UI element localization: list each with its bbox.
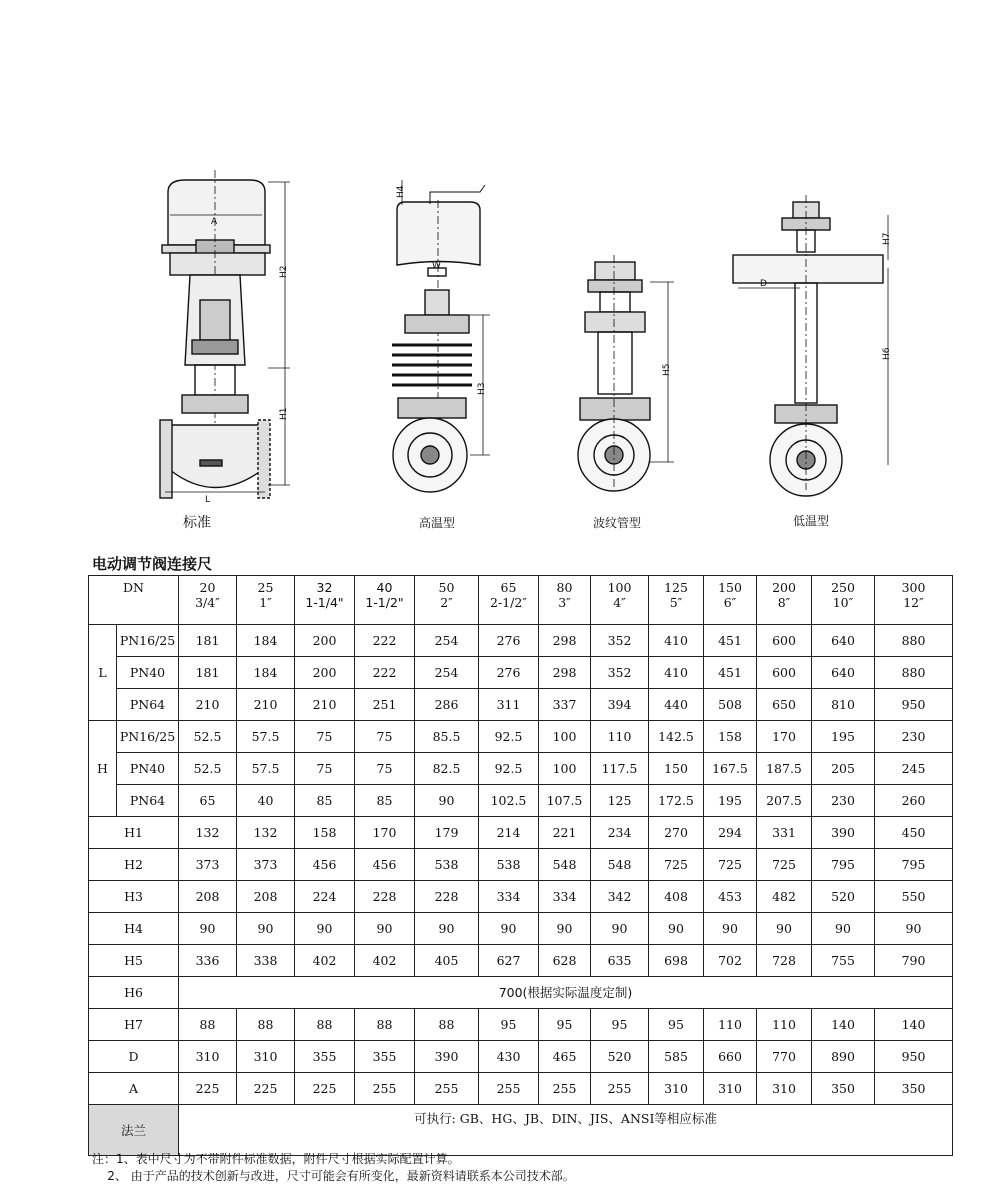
dim-label-h4: H4 — [396, 185, 406, 198]
table-cell: 465 — [539, 1041, 591, 1073]
table-cell: 187.5 — [757, 753, 812, 785]
header-dn-9 — [704, 576, 757, 625]
header-dn-4 — [415, 576, 479, 625]
table-cell: 310 — [237, 1041, 295, 1073]
header-dn-5 — [479, 576, 539, 625]
table-cell: 234 — [591, 817, 649, 849]
dn-inch: 1-1/4" — [305, 595, 344, 610]
table-row — [89, 1009, 953, 1041]
table-cell: 795 — [812, 849, 875, 881]
row-label: H5 — [89, 945, 179, 977]
table-cell: 110 — [757, 1009, 812, 1041]
table-cell: 90 — [757, 913, 812, 945]
table-cell: 75 — [355, 753, 415, 785]
table-cell: 158 — [295, 817, 355, 849]
caption-standard: 标准 — [183, 515, 211, 531]
table-cell: 255 — [539, 1073, 591, 1105]
table-row — [89, 689, 953, 721]
dn-inch: 2″ — [440, 595, 453, 610]
table-cell: 405 — [415, 945, 479, 977]
table-cell: 294 — [704, 817, 757, 849]
table-cell: 725 — [704, 849, 757, 881]
table-cell: 310 — [757, 1073, 812, 1105]
table-cell: 628 — [539, 945, 591, 977]
table-cell: 538 — [415, 849, 479, 881]
table-cell: 795 — [875, 849, 953, 881]
table-cell: 214 — [479, 817, 539, 849]
dn-inch: 6″ — [723, 595, 737, 610]
table-cell: 254 — [415, 657, 479, 689]
table-cell: 65 — [179, 785, 237, 817]
table-cell: 88 — [415, 1009, 479, 1041]
table-cell: 52.5 — [179, 721, 237, 753]
table-cell: 650 — [757, 689, 812, 721]
note-1: 注：1、表中尺寸为不带附件标准数据，附件尺寸根据实际配置计算。 — [92, 1152, 460, 1166]
table-cell: 880 — [875, 625, 953, 657]
table-cell: 222 — [355, 657, 415, 689]
table-cell: 125 — [591, 785, 649, 817]
table-cell: 440 — [649, 689, 704, 721]
table-cell: 373 — [179, 849, 237, 881]
dim-label-h3: H3 — [477, 382, 487, 395]
row-sub-label: PN40 — [117, 657, 179, 689]
table-cell: 390 — [415, 1041, 479, 1073]
table-cell: 255 — [591, 1073, 649, 1105]
table-cell: 755 — [812, 945, 875, 977]
dim-label-l: L — [205, 495, 211, 505]
table-cell: 600 — [757, 625, 812, 657]
table-cell: 52.5 — [179, 753, 237, 785]
table-cell: 451 — [704, 657, 757, 689]
table-cell: 132 — [179, 817, 237, 849]
table-cell: 950 — [875, 1041, 953, 1073]
table-cell: 100 — [539, 721, 591, 753]
table-cell: 195 — [812, 721, 875, 753]
row-label: H1 — [89, 817, 179, 849]
figure-low-temp-drawing — [733, 195, 888, 496]
table-cell: 276 — [479, 657, 539, 689]
valve-drawings — [0, 170, 1000, 540]
dim-label-h7: H7 — [882, 232, 892, 245]
table-cell: 350 — [812, 1073, 875, 1105]
row-sub-label: PN64 — [117, 689, 179, 721]
dn-size: 20 — [199, 580, 216, 595]
table-cell: 207.5 — [757, 785, 812, 817]
table-cell: 102.5 — [479, 785, 539, 817]
dimension-table — [88, 575, 953, 1156]
table-cell: 195 — [704, 785, 757, 817]
table-cell: 254 — [415, 625, 479, 657]
table-cell: 402 — [295, 945, 355, 977]
table-cell: 90 — [415, 913, 479, 945]
table-cell: 660 — [704, 1041, 757, 1073]
row-label: A — [89, 1073, 179, 1105]
table-cell: 90 — [295, 913, 355, 945]
row-label: H3 — [89, 881, 179, 913]
row-label: H6 — [89, 977, 179, 1009]
table-cell: 520 — [591, 1041, 649, 1073]
dn-size: 250 — [831, 580, 855, 595]
table-cell: 770 — [757, 1041, 812, 1073]
caption-high-temp: 高温型 — [418, 516, 455, 530]
table-cell: 245 — [875, 753, 953, 785]
table-cell: 230 — [875, 721, 953, 753]
caption-bellows: 波纹管型 — [592, 516, 641, 530]
table-cell: 208 — [237, 881, 295, 913]
table-cell: 453 — [704, 881, 757, 913]
table-cell: 92.5 — [479, 721, 539, 753]
table-cell: 75 — [295, 753, 355, 785]
table-cell: 334 — [479, 881, 539, 913]
dn-size: 40 — [376, 580, 393, 595]
table-cell: 85 — [295, 785, 355, 817]
table-cell: 90 — [591, 913, 649, 945]
table-row — [89, 881, 953, 913]
header-dn-8 — [649, 576, 704, 625]
figure-bellows-drawing — [578, 255, 674, 491]
table-cell: 210 — [179, 689, 237, 721]
table-cell: 90 — [539, 913, 591, 945]
row-sub-label: PN16/25 — [117, 625, 179, 657]
table-cell: 90 — [704, 913, 757, 945]
table-cell: 538 — [479, 849, 539, 881]
table-cell: 880 — [875, 657, 953, 689]
dn-inch: 5″ — [669, 595, 683, 610]
header-dn-10 — [757, 576, 812, 625]
table-cell: 95 — [591, 1009, 649, 1041]
table-row-flange — [89, 1105, 953, 1156]
table-cell: 107.5 — [539, 785, 591, 817]
table-row — [89, 1073, 953, 1105]
table-cell: 520 — [812, 881, 875, 913]
dn-inch: 4″ — [613, 595, 626, 610]
dn-size: 80 — [556, 580, 573, 595]
table-cell: 92.5 — [479, 753, 539, 785]
table-cell: 57.5 — [237, 721, 295, 753]
table-cell: 110 — [704, 1009, 757, 1041]
table-cell: 210 — [295, 689, 355, 721]
table-cell: 184 — [237, 657, 295, 689]
table-cell: 373 — [237, 849, 295, 881]
row-label: H4 — [89, 913, 179, 945]
table-cell: 451 — [704, 625, 757, 657]
group-label: H — [89, 721, 117, 817]
dim-label-h5: H5 — [662, 363, 672, 376]
dn-inch: 3/4″ — [195, 595, 220, 610]
table-cell: 355 — [295, 1041, 355, 1073]
table-cell: 75 — [295, 721, 355, 753]
table-cell: 200 — [295, 625, 355, 657]
table-cell: 90 — [649, 913, 704, 945]
table-cell: 208 — [179, 881, 237, 913]
table-cell: 82.5 — [415, 753, 479, 785]
dn-inch: 1-1/2" — [365, 595, 404, 610]
group-label: L — [89, 625, 117, 721]
table-cell: 508 — [704, 689, 757, 721]
table-cell: 402 — [355, 945, 415, 977]
header-dn-11 — [812, 576, 875, 625]
table-cell: 90 — [479, 913, 539, 945]
table-cell: 338 — [237, 945, 295, 977]
table-cell: 88 — [295, 1009, 355, 1041]
header-dn-0 — [179, 576, 237, 625]
table-cell: 255 — [479, 1073, 539, 1105]
dn-size: 200 — [772, 580, 796, 595]
table-cell: 85.5 — [415, 721, 479, 753]
table-cell: 255 — [355, 1073, 415, 1105]
table-cell: 310 — [704, 1073, 757, 1105]
row-sub-label: PN40 — [117, 753, 179, 785]
table-cell: 890 — [812, 1041, 875, 1073]
table-cell: 167.5 — [704, 753, 757, 785]
figure-standard-drawing — [160, 170, 290, 498]
table-cell: 627 — [479, 945, 539, 977]
table-cell: 170 — [355, 817, 415, 849]
header-dn-1 — [237, 576, 295, 625]
header-dn-12 — [875, 576, 953, 625]
table-cell: 90 — [415, 785, 479, 817]
caption-low-temp: 低温型 — [792, 514, 829, 528]
table-cell: 331 — [757, 817, 812, 849]
row-sub-label: PN16/25 — [117, 721, 179, 753]
row-sub-label: PN64 — [117, 785, 179, 817]
table-row — [89, 753, 953, 785]
table-cell: 251 — [355, 689, 415, 721]
table-cell: 725 — [757, 849, 812, 881]
table-cell: 342 — [591, 881, 649, 913]
table-cell: 90 — [355, 913, 415, 945]
dim-label-w: W — [432, 261, 441, 271]
table-cell: 95 — [649, 1009, 704, 1041]
table-cell: 205 — [812, 753, 875, 785]
flange-value: 可执行: GB、HG、JB、DIN、JIS、ANSI等相应标准 — [179, 1105, 953, 1156]
table-cell: 702 — [704, 945, 757, 977]
dn-inch: 3″ — [558, 595, 571, 610]
dim-label-a: A — [211, 217, 218, 227]
table-cell: 640 — [812, 657, 875, 689]
table-cell: 548 — [591, 849, 649, 881]
table-row — [89, 785, 953, 817]
header-dn-7 — [591, 576, 649, 625]
table-cell: 255 — [415, 1073, 479, 1105]
table-cell: 40 — [237, 785, 295, 817]
row-label: H7 — [89, 1009, 179, 1041]
table-cell: 225 — [179, 1073, 237, 1105]
dn-inch: 8″ — [777, 595, 791, 610]
table-cell: 350 — [875, 1073, 953, 1105]
table-cell: 210 — [237, 689, 295, 721]
table-row — [89, 625, 953, 657]
table-cell: 132 — [237, 817, 295, 849]
table-cell: 88 — [237, 1009, 295, 1041]
dn-size: 150 — [718, 580, 742, 595]
table-cell: 410 — [649, 657, 704, 689]
table-cell: 276 — [479, 625, 539, 657]
header-row — [89, 576, 953, 625]
table-body — [89, 576, 953, 1156]
table-cell: 140 — [812, 1009, 875, 1041]
table-cell: 337 — [539, 689, 591, 721]
table-cell: 57.5 — [237, 753, 295, 785]
table-cell: 88 — [355, 1009, 415, 1041]
table-row — [89, 657, 953, 689]
dn-size: 300 — [901, 580, 926, 595]
table-cell: 110 — [591, 721, 649, 753]
dn-size: 100 — [607, 580, 632, 595]
dim-label-h2: H2 — [279, 265, 289, 278]
dim-label-h6: H6 — [882, 347, 892, 360]
table-cell: 222 — [355, 625, 415, 657]
table-cell: 450 — [875, 817, 953, 849]
table-cell: 790 — [875, 945, 953, 977]
table-cell: 950 — [875, 689, 953, 721]
table-cell: 585 — [649, 1041, 704, 1073]
table-cell: 224 — [295, 881, 355, 913]
table-cell: 142.5 — [649, 721, 704, 753]
table-cell: 90 — [237, 913, 295, 945]
table-cell: 430 — [479, 1041, 539, 1073]
table-cell: 310 — [179, 1041, 237, 1073]
table-cell: 728 — [757, 945, 812, 977]
table-cell: 698 — [649, 945, 704, 977]
table-cell: 410 — [649, 625, 704, 657]
header-dn-label: DN — [89, 576, 179, 625]
table-cell: 100 — [539, 753, 591, 785]
table-cell: 456 — [355, 849, 415, 881]
row-label: H2 — [89, 849, 179, 881]
table-row — [89, 849, 953, 881]
table-cell: 311 — [479, 689, 539, 721]
table-title: 电动调节阀连接尺 — [92, 555, 213, 573]
table-cell: 158 — [704, 721, 757, 753]
table-cell: 635 — [591, 945, 649, 977]
notes — [92, 1151, 575, 1185]
table-cell: 394 — [591, 689, 649, 721]
table-cell: 352 — [591, 657, 649, 689]
table-cell: 230 — [812, 785, 875, 817]
table-cell: 298 — [539, 657, 591, 689]
dim-label-h1: H1 — [279, 407, 289, 420]
row-label: D — [89, 1041, 179, 1073]
table-cell: 181 — [179, 625, 237, 657]
table-cell: 228 — [355, 881, 415, 913]
table-row — [89, 721, 953, 753]
dn-inch: 10″ — [832, 595, 854, 610]
table-cell: 200 — [295, 657, 355, 689]
table-cell: 352 — [591, 625, 649, 657]
table-cell: 548 — [539, 849, 591, 881]
figure-high-temp-drawing — [392, 180, 490, 492]
table-cell: 221 — [539, 817, 591, 849]
dim-label-d: D — [760, 279, 767, 289]
table-cell: 90 — [875, 913, 953, 945]
table-cell: 550 — [875, 881, 953, 913]
dn-inch: 1″ — [259, 595, 272, 610]
table-row — [89, 1041, 953, 1073]
table-cell: 456 — [295, 849, 355, 881]
header-dn-2 — [295, 576, 355, 625]
table-cell: 85 — [355, 785, 415, 817]
table-row-h6 — [89, 977, 953, 1009]
table-row — [89, 817, 953, 849]
flange-label: 法兰 — [89, 1105, 179, 1156]
table-cell: 286 — [415, 689, 479, 721]
header-dn-3 — [355, 576, 415, 625]
table-cell: 640 — [812, 625, 875, 657]
dn-size: 25 — [257, 580, 274, 595]
h6-value: 700(根据实际温度定制) — [179, 977, 953, 1009]
table-cell: 90 — [179, 913, 237, 945]
table-cell: 355 — [355, 1041, 415, 1073]
table-cell: 298 — [539, 625, 591, 657]
dn-size: 125 — [664, 580, 688, 595]
dn-size: 50 — [438, 580, 455, 595]
table-cell: 390 — [812, 817, 875, 849]
table-cell: 334 — [539, 881, 591, 913]
table-cell: 482 — [757, 881, 812, 913]
table-cell: 75 — [355, 721, 415, 753]
table-cell: 150 — [649, 753, 704, 785]
table-cell: 228 — [415, 881, 479, 913]
table-cell: 95 — [479, 1009, 539, 1041]
table-cell: 181 — [179, 657, 237, 689]
table-cell: 179 — [415, 817, 479, 849]
dn-size: 65 — [500, 580, 517, 595]
table-cell: 170 — [757, 721, 812, 753]
table-cell: 117.5 — [591, 753, 649, 785]
table-cell: 810 — [812, 689, 875, 721]
note-2: 2、 由于产品的技术创新与改进，尺寸可能会有所变化，最新资料请联系本公司技术部。 — [92, 1169, 575, 1183]
table-cell: 172.5 — [649, 785, 704, 817]
table-cell: 725 — [649, 849, 704, 881]
dn-inch: 2-1/2″ — [490, 595, 527, 610]
header-dn-6 — [539, 576, 591, 625]
table-cell: 408 — [649, 881, 704, 913]
dn-size: 32 — [316, 580, 333, 595]
table-cell: 336 — [179, 945, 237, 977]
table-cell: 140 — [875, 1009, 953, 1041]
dn-inch: 12″ — [903, 595, 924, 610]
table-cell: 225 — [237, 1073, 295, 1105]
table-cell: 95 — [539, 1009, 591, 1041]
table-cell: 88 — [179, 1009, 237, 1041]
table-cell: 600 — [757, 657, 812, 689]
table-cell: 184 — [237, 625, 295, 657]
table-cell: 90 — [812, 913, 875, 945]
table-row — [89, 913, 953, 945]
table-cell: 225 — [295, 1073, 355, 1105]
table-cell: 260 — [875, 785, 953, 817]
table-cell: 270 — [649, 817, 704, 849]
table-cell: 310 — [649, 1073, 704, 1105]
table-row — [89, 945, 953, 977]
